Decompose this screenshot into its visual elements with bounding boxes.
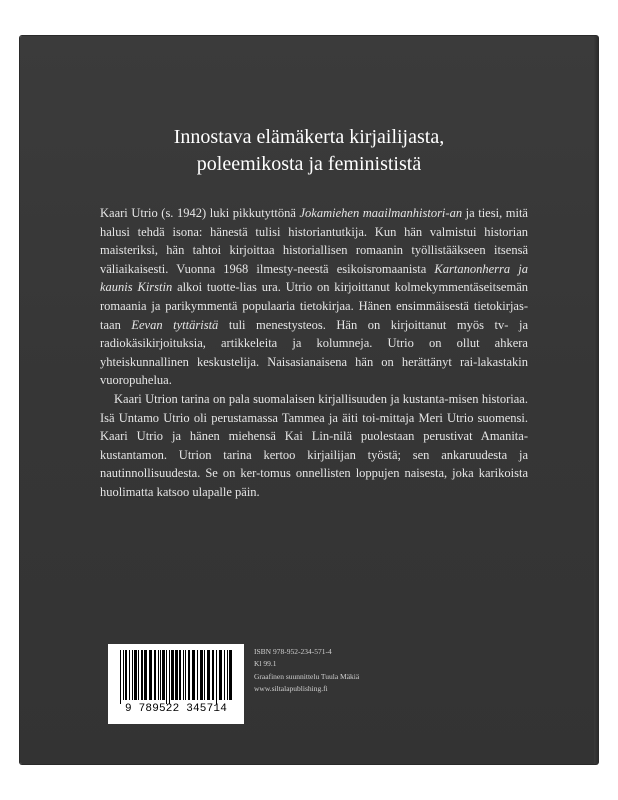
classification-text: Kl 99.1 <box>254 659 277 669</box>
barcode-bar <box>229 650 232 700</box>
barcode-bar <box>224 650 225 700</box>
publisher-url: www.siltalapublishing.fi <box>254 684 328 694</box>
barcode-bar <box>216 650 217 704</box>
barcode-bar <box>123 650 124 700</box>
barcode-bar <box>183 650 184 700</box>
barcode-bar <box>132 650 133 700</box>
p1-segment: alkoi tuotte-lias ura. Utrio on kirjoittanut kolmekymmentäseitsemän romaania ja parikymmentä populaaria tietokirjaa. Hänen ensimmäisestä tietokirjas-taan <box>100 280 528 332</box>
barcode-bar <box>125 650 127 700</box>
barcode-bar <box>138 650 139 700</box>
barcode-bar <box>212 650 214 700</box>
blurb-paragraph-1 <box>100 204 528 390</box>
p1-segment: Kaari Utrio (s. 1942) luki pikkutyttönä <box>100 206 300 220</box>
barcode-bars <box>118 650 236 704</box>
isbn-barcode <box>108 644 244 724</box>
cover-headline <box>20 124 598 178</box>
barcode-bar <box>188 650 190 700</box>
blurb-paragraph-2: Kaari Utrion tarina on pala suomalaisen kirjallisuuden ja kustanta-misen historiaa. Isä Untamo Utrio oli perustamassa Tammea ja äiti toi-mittaja Meri Utrio suomensi. Kaari Utrio ja hänen miehensä Kai Lin-nilä puolestaan perustivat Amanita-kustantamon. Utrion tarina kertoo kirjailijan työstä; sen ankaruudesta ja nautinnollisuudesta. Se on ker-tomus onnellisten loppujen naisesta, joka karikoista huolimatta katsoo ulapalle päin. <box>100 391 528 499</box>
barcode-bar <box>154 650 156 700</box>
isbn-text: ISBN 978-952-234-571-4 <box>254 647 332 656</box>
barcode-bar <box>144 650 147 700</box>
imprint-info <box>254 646 359 696</box>
p1-segment: Kartanonherra ja kaunis Kirstin <box>100 261 528 295</box>
barcode-bar <box>179 650 181 700</box>
p1-segment: ja tiesi, mitä halusi tehdä isona: hänestä tulisi historiantutkija. Kun hän valmistui historian maisteriksi, hän tahtoi kirjoittaa historiallisen romaanin työllistääkseen itsensä väliaikaisesti. Vuonna 1968 ilmesty-neestä esikoisromaanista <box>100 206 528 276</box>
barcode-bar <box>192 650 195 700</box>
barcode-bar <box>141 650 143 700</box>
barcode-bar <box>134 650 137 700</box>
barcode-bar <box>227 650 228 700</box>
barcode-bar <box>207 650 210 700</box>
barcode-bar <box>197 650 198 700</box>
p1-segment: tuli menestysteos. Hän on kirjoittanut myös tv- ja radiokäsikirjoituksia, artikkeleita ja kolumneja. Utrio on ollut ahkera yhteiskunnallinen keskustelija. Naisasianaisena hän on herättänyt rai-lakastakin vuoropuhelua. <box>100 317 528 388</box>
headline-line-1: Innostava elämäkerta kirjailijasta, <box>173 126 445 148</box>
barcode-bar <box>158 650 159 700</box>
barcode-bar <box>160 650 161 700</box>
design-credit: Graafinen suunnittelu Tuula Mäkiä <box>254 671 360 681</box>
book-back-cover <box>20 36 598 764</box>
p1-segment: Eevan tyttäristä <box>131 317 219 332</box>
barcode-bar <box>200 650 203 700</box>
barcode-bar <box>129 650 130 700</box>
blurb-text <box>100 204 528 502</box>
barcode-bar <box>175 650 178 700</box>
barcode-bar <box>162 650 165 700</box>
barcode-bar <box>204 650 205 700</box>
barcode-bar <box>166 650 167 704</box>
barcode-bar <box>149 650 152 700</box>
p1-segment: Jokamiehen maailmanhistori-an <box>299 206 463 220</box>
barcode-bar <box>171 650 174 700</box>
barcode-bar <box>120 650 121 704</box>
barcode-bar <box>185 650 186 700</box>
headline-line-2: poleemikosta ja feminististä <box>196 153 422 175</box>
barcode-digits: 9 789522 345714 <box>124 703 228 715</box>
barcode-bar <box>219 650 222 700</box>
barcode-bar <box>169 650 170 704</box>
